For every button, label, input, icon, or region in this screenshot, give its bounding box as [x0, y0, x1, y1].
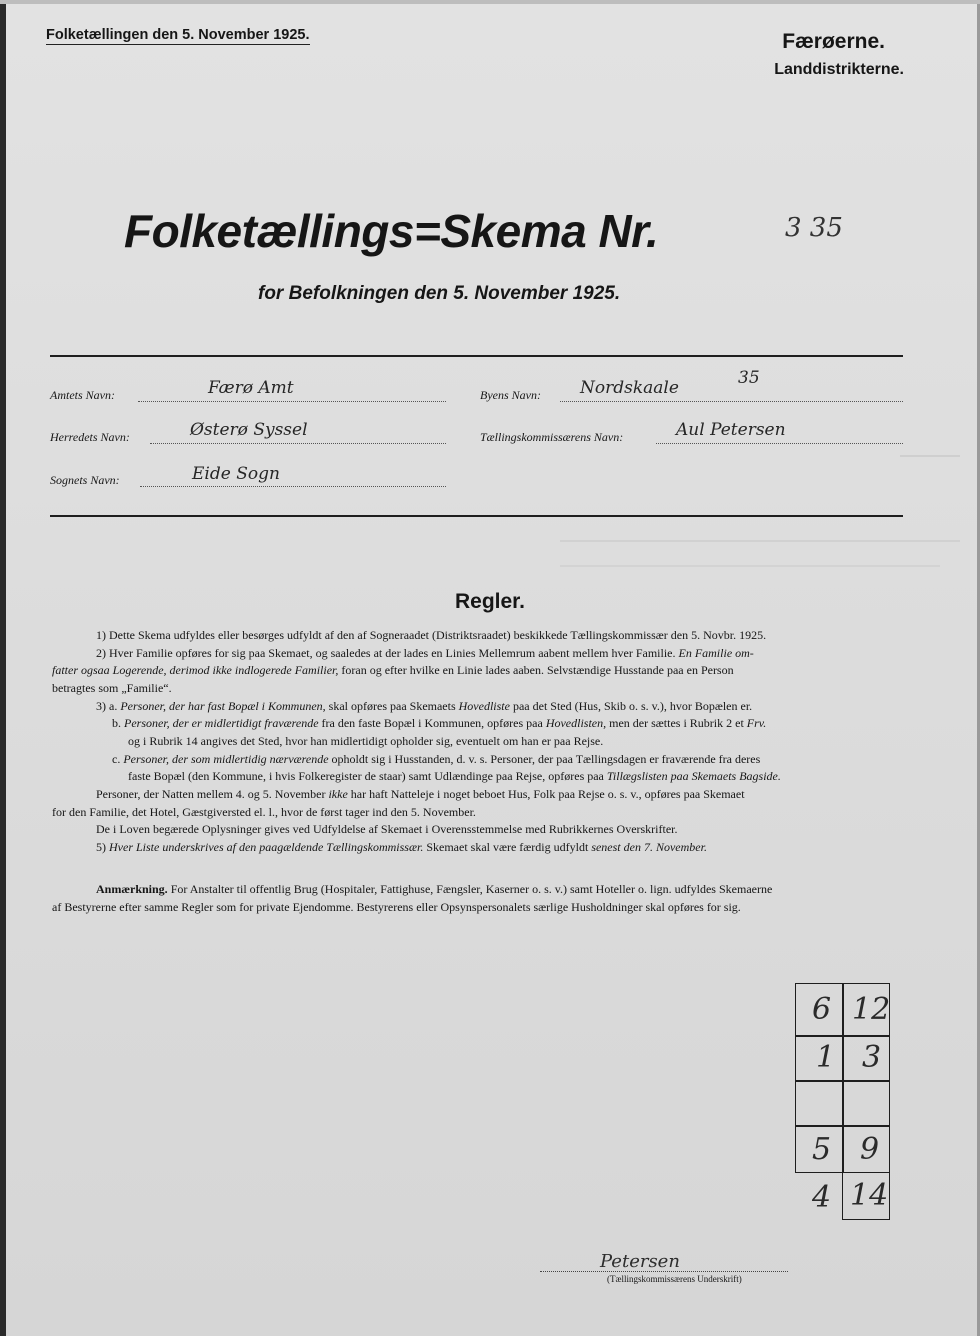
sogn-label: Sognets Navn:: [50, 473, 120, 487]
form-number-handwritten: 3 35: [785, 213, 843, 243]
rule-4-italic: ikke: [328, 787, 348, 801]
rule-5-italic: Hver Liste underskrives af den paagældende Tællingskommissær.: [109, 840, 424, 854]
herred-label: Herredets Navn:: [50, 430, 130, 444]
signature-value[interactable]: Petersen: [600, 1251, 680, 1272]
tally-cell[interactable]: 1: [816, 1040, 836, 1075]
tally-total-right[interactable]: 14: [850, 1178, 889, 1213]
by-value[interactable]: Nordskaale: [580, 378, 679, 398]
tally-total-left[interactable]: 4: [812, 1180, 832, 1215]
rule-3a-text-2: paa det Sted (Hus, Skib o. s. v.), hvor Bopælen er.: [512, 699, 753, 713]
by-label: Byens Navn:: [480, 388, 541, 402]
rule-4-text-2: har haft Natteleje i noget beboet Hus, Folk paa Rejse o. s. v., opføres paa Skemaet: [350, 787, 745, 801]
note-line-1: [96, 882, 772, 896]
rule-2-line-3: betragtes som „Familie“.: [52, 681, 172, 695]
by-number[interactable]: 35: [738, 368, 760, 388]
rule-5-prefix: 5): [96, 840, 106, 854]
kommissaer-label: Tællingskommissærens Navn:: [480, 430, 624, 444]
herred-value[interactable]: Østerø Syssel: [190, 420, 308, 440]
bleed-through-mark: [560, 540, 960, 542]
rules-heading: Regler.: [454, 590, 526, 613]
rule-3b-italic-3: Frv.: [746, 716, 767, 730]
rule-2-italic: En Familie om-: [678, 646, 754, 660]
rule-2-line-2: [52, 663, 734, 677]
rule-1: 1) Dette Skema udfyldes eller besørges udfyldt af den af Sogneraadet (Distriktsraadet) beskikkede Tællingskommissær den 5. Novbr. 1925.: [96, 628, 767, 642]
rule-3c-text: opholdt sig i Husstanden, d. v. s. Personer, der paa Tællingsdagen er fraværende fra deres: [331, 752, 761, 766]
tally-cell[interactable]: 5: [812, 1132, 832, 1167]
tally-cell[interactable]: 12: [852, 992, 891, 1027]
tally-row-divider: [795, 1080, 890, 1082]
rule-2-text: 2) Hver Familie opføres for sig paa Skemaet, og saaledes at der lades en Linies Mellemrum aabent mellem hver Familie.: [96, 646, 676, 660]
rule-3c-line-2: [128, 769, 781, 783]
scan-edge-top: [0, 0, 980, 4]
tally-row-divider: [795, 1035, 890, 1037]
rule-3c-text-2: faste Bopæl (den Kommune, i hvis Folkeregister de staar) samt Udlændinge paa Rejse, opføres paa: [128, 769, 604, 783]
bleed-through-mark: [560, 565, 940, 567]
rule-4-line-2: for den Familie, det Hotel, Gæstgiversted el. l., hvor de først tager ind den 5. November.: [52, 805, 476, 819]
tally-cell[interactable]: 9: [860, 1132, 880, 1167]
rule-3a-text: skal opføres paa Skemaets: [328, 699, 456, 713]
form-title: Folketællings=Skema Nr.: [124, 205, 659, 257]
amt-label: Amtets Navn:: [50, 388, 115, 402]
amt-value[interactable]: Færø Amt: [208, 378, 294, 398]
tally-cell[interactable]: 3: [862, 1040, 882, 1075]
rule-3a-prefix: 3) a.: [96, 699, 118, 713]
scan-edge-left: [0, 0, 6, 1336]
kommissaer-value[interactable]: Aul Petersen: [676, 420, 786, 440]
rule-3a-italic: Personer, der har fast Bopæl i Kommunen,: [120, 699, 326, 713]
rule-5-italic-2: senest den 7. November.: [591, 840, 707, 854]
form-subtitle: for Befolkningen den 5. November 1925.: [258, 283, 621, 304]
rule-3c: [112, 752, 760, 766]
rule-3b-line-2: og i Rubrik 14 angives det Sted, hvor han midlertidigt opholder sig, eventuelt om han er paa Rejse.: [128, 734, 604, 748]
by-line: [560, 400, 903, 402]
divider-top: [50, 355, 903, 357]
tally-cell[interactable]: 6: [812, 992, 832, 1027]
sogn-line: [140, 485, 446, 487]
rule-3a: [96, 699, 752, 713]
rule-3b-italic-2: Hovedlisten,: [545, 716, 607, 730]
rule-4-line-3: De i Loven begærede Oplysninger gives ved Udfyldelse af Skemaet i Overensstemmelse med Rubrikkernes Overskrifter.: [96, 822, 678, 836]
rule-3b-prefix: b.: [112, 716, 121, 730]
rule-5: [96, 840, 707, 854]
census-date-header: Folketællingen den 5. November 1925.: [46, 27, 310, 43]
signature-caption: (Tællingskommissærens Underskrift): [607, 1274, 742, 1284]
region-subtitle: Landdistrikterne.: [774, 61, 904, 78]
rule-2-text-2: foran og efter hvilke en Linie lades aaben. Selvstændige Husstande paa en Person: [341, 663, 734, 677]
rule-3c-prefix: c.: [112, 752, 121, 766]
note-label: Anmærkning.: [96, 882, 168, 896]
rule-3b-italic: Personer, der er midlertidigt fraværende: [124, 716, 319, 730]
rule-4-text: Personer, der Natten mellem 4. og 5. November: [96, 787, 326, 801]
rule-2-italic-2: fatter ogsaa Logerende, derimod ikke indlogerede Familier,: [52, 663, 339, 677]
rule-3c-italic-2: Tillægslisten paa Skemaets Bagside.: [606, 769, 781, 783]
rule-5-text: Skemaet skal være færdig udfyldt: [426, 840, 589, 854]
rule-3c-italic: Personer, der som midlertidig nærværende: [123, 752, 329, 766]
region-title: Færøerne.: [782, 30, 885, 53]
amt-line: [138, 400, 446, 402]
tally-row-divider: [795, 1125, 890, 1127]
rule-3b-text-2: men der sættes i Rubrik 2 et: [609, 716, 744, 730]
note-line-2: af Bestyrerne efter samme Regler som for private Ejendomme. Bestyrerens eller Opsynspersonalets særlige Husholdninger skal opføres for sig.: [52, 900, 741, 914]
kommissaer-line: [656, 442, 903, 444]
rule-3a-italic-2: Hovedliste: [458, 699, 510, 713]
rule-2-line-1: [96, 646, 754, 660]
rule-3b: [112, 716, 766, 730]
signature-line: [540, 1271, 788, 1272]
rule-4-line-1: [96, 787, 745, 801]
divider-bottom: [50, 515, 903, 517]
sogn-value[interactable]: Eide Sogn: [192, 464, 280, 484]
herred-line: [150, 442, 446, 444]
rule-3b-text: fra den faste Bopæl i Kommunen, opføres paa: [321, 716, 543, 730]
note-text-1: For Anstalter til offentlig Brug (Hospitaler, Fattighuse, Fængsler, Kaserner o. s. v.) samt Hoteller o. lign. udfyldes Skemaerne: [170, 882, 773, 896]
bleed-through-mark: [900, 455, 960, 457]
